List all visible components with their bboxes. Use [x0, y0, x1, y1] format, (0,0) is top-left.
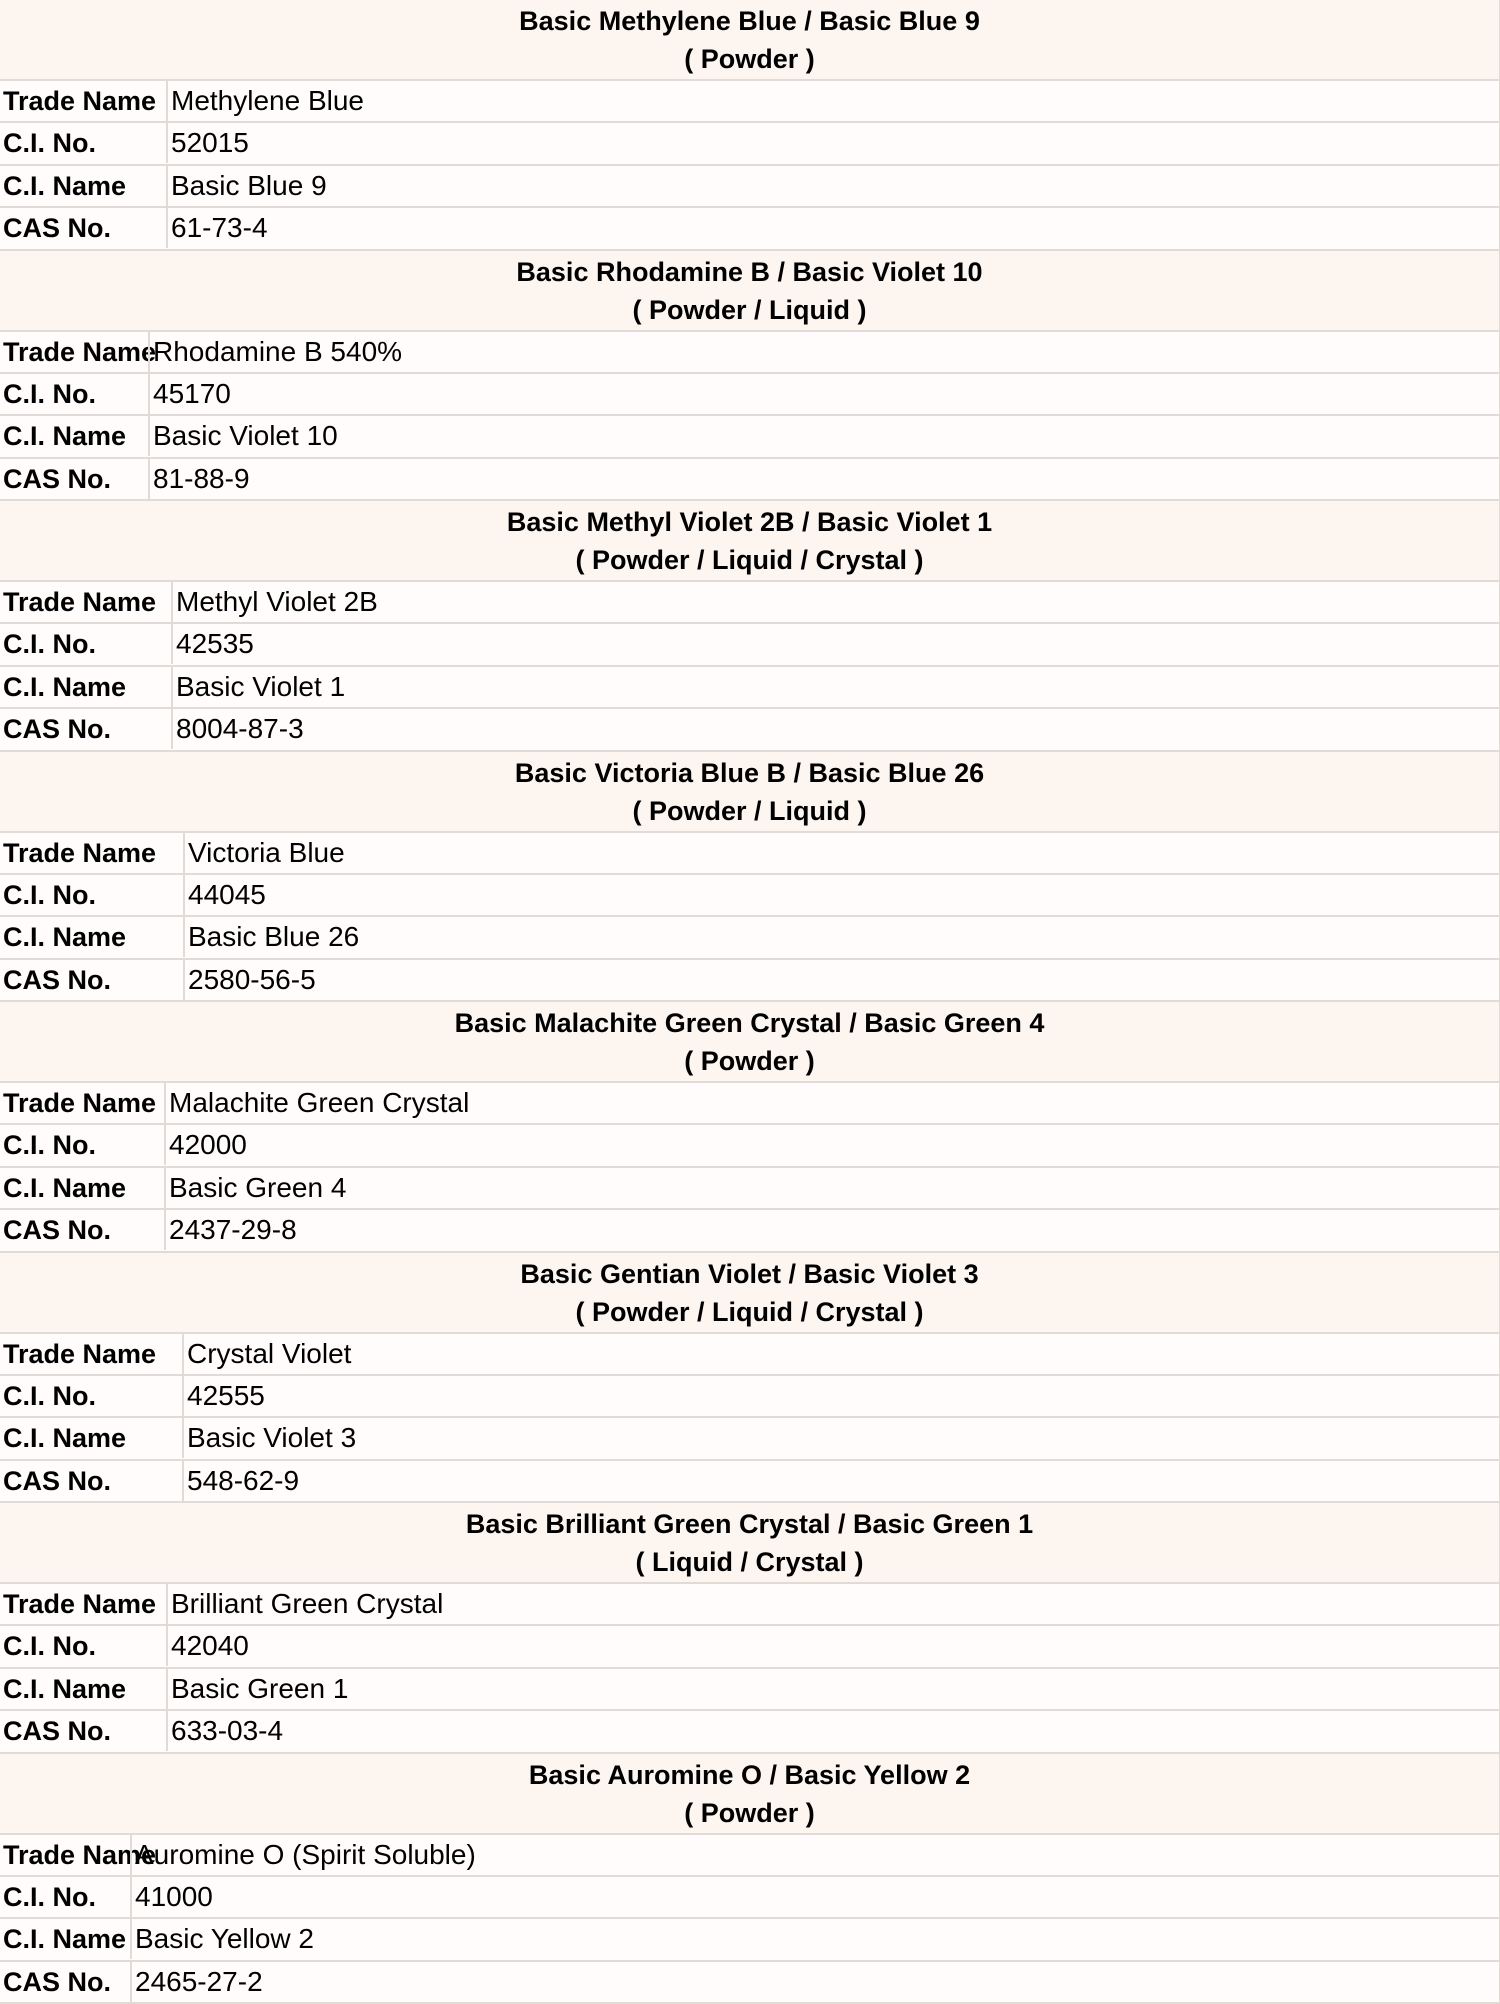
spec-label: C.I. No. — [3, 378, 96, 409]
spec-label: Trade Name — [3, 837, 157, 868]
spec-label: C.I. No. — [3, 1631, 96, 1662]
spec-value: 42555 — [182, 1376, 1499, 1416]
spec-label: CAS No. — [3, 1215, 111, 1246]
product-form: ( Powder ) — [684, 1797, 815, 1828]
product-header — [0, 752, 1499, 833]
spec-value: 2437-29-8 — [164, 1210, 1499, 1250]
spec-value: 61-73-4 — [166, 208, 1499, 248]
spec-label: C.I. Name — [3, 170, 127, 201]
spec-row-trade-name — [0, 833, 1499, 875]
spec-label: CAS No. — [3, 1716, 111, 1747]
spec-value: 41000 — [130, 1877, 1499, 1917]
product-form: ( Liquid / Crystal ) — [635, 1547, 864, 1577]
product-title: Basic Gentian Violet / Basic Violet 3 — [520, 1258, 979, 1289]
spec-value: 8004-87-3 — [171, 709, 1499, 749]
spec-row-ci-name — [0, 917, 1499, 959]
spec-row-cas-no — [0, 1962, 1499, 2004]
spec-value: Basic Blue 9 — [166, 166, 1499, 206]
spec-label: C.I. No. — [3, 879, 96, 910]
spec-label: C.I. Name — [3, 1673, 127, 1704]
product-header — [0, 1503, 1499, 1584]
spec-label: Trade Name — [3, 86, 157, 116]
spec-row-cas-no — [0, 459, 1499, 501]
spec-value: 633-03-4 — [166, 1711, 1499, 1751]
spec-row-ci-no — [0, 624, 1499, 666]
spec-value: 2465-27-2 — [130, 1962, 1499, 2002]
spec-value: Malachite Green Crystal — [164, 1083, 1499, 1123]
product-section — [0, 1503, 1500, 1754]
spec-label: CAS No. — [3, 714, 111, 745]
product-title: Basic Rhodamine B / Basic Violet 10 — [516, 256, 983, 287]
product-form: ( Powder / Liquid ) — [632, 795, 867, 826]
spec-label: Trade Name — [3, 1839, 157, 1870]
spec-row-cas-no — [0, 1461, 1499, 1503]
spec-row-trade-name — [0, 1083, 1499, 1125]
spec-row-trade-name — [0, 1334, 1499, 1376]
product-header — [0, 1002, 1499, 1083]
product-title: Basic Methyl Violet 2B / Basic Violet 1 — [506, 507, 993, 537]
spec-row-trade-name — [0, 1835, 1499, 1877]
spec-value: 44045 — [183, 875, 1499, 915]
spec-row-cas-no — [0, 960, 1499, 1002]
product-header — [0, 251, 1499, 332]
product-title: Basic Methylene Blue / Basic Blue 9 — [519, 6, 980, 36]
spec-label: C.I. No. — [3, 128, 96, 159]
spec-row-ci-no — [0, 1125, 1499, 1167]
spec-value: Crystal Violet — [182, 1334, 1499, 1374]
spec-value: Methyl Violet 2B — [171, 582, 1499, 622]
spec-value: Basic Violet 3 — [182, 1418, 1499, 1458]
spec-value: 42000 — [164, 1125, 1499, 1165]
spec-row-cas-no — [0, 709, 1499, 751]
spec-row-cas-no — [0, 1210, 1499, 1252]
spec-label: C.I. Name — [3, 1172, 127, 1203]
product-section — [0, 1253, 1500, 1504]
spec-label: C.I. Name — [3, 1924, 127, 1955]
product-section — [0, 251, 1500, 502]
spec-row-ci-no — [0, 1376, 1499, 1418]
spec-label: CAS No. — [3, 1966, 111, 1997]
product-section — [0, 1002, 1500, 1253]
spec-value: Basic Blue 26 — [183, 917, 1499, 957]
product-form: ( Powder / Liquid / Crystal ) — [575, 1296, 924, 1327]
spec-value: Basic Violet 1 — [171, 667, 1499, 707]
spec-value: 42535 — [171, 624, 1499, 664]
spec-value: Basic Yellow 2 — [130, 1919, 1499, 1959]
spec-label: C.I. Name — [3, 1423, 127, 1454]
spec-value: Auromine O (Spirit Soluble) — [130, 1835, 1499, 1875]
spec-label: C.I. No. — [3, 1130, 96, 1161]
spec-label: CAS No. — [3, 1465, 111, 1496]
spec-row-ci-no — [0, 1626, 1499, 1668]
spec-label: Trade Name — [3, 587, 157, 617]
spec-value: Victoria Blue — [183, 833, 1499, 873]
spec-row-ci-no — [0, 374, 1499, 416]
spec-label: Trade Name — [3, 1589, 157, 1619]
spec-value: Basic Green 4 — [164, 1168, 1499, 1208]
product-section — [0, 0, 1500, 251]
spec-label: C.I. Name — [3, 922, 127, 953]
product-form: ( Powder ) — [684, 44, 815, 74]
spec-value: Basic Violet 10 — [148, 416, 1499, 456]
spec-value: 81-88-9 — [148, 459, 1499, 499]
spec-row-ci-name — [0, 667, 1499, 709]
spec-row-trade-name — [0, 81, 1499, 123]
spec-row-cas-no — [0, 1711, 1499, 1753]
spec-value: Methylene Blue — [166, 81, 1499, 121]
spec-row-ci-name — [0, 1919, 1499, 1961]
product-section — [0, 1754, 1500, 2004]
product-title: Basic Brilliant Green Crystal / Basic Green 1 — [465, 1509, 1034, 1539]
spec-row-cas-no — [0, 208, 1499, 250]
spec-label: Trade Name — [3, 336, 157, 367]
product-form: ( Powder / Liquid / Crystal ) — [575, 545, 924, 575]
product-header — [0, 1253, 1499, 1334]
product-section — [0, 752, 1500, 1003]
product-title: Basic Victoria Blue B / Basic Blue 26 — [514, 757, 985, 788]
spec-value: 52015 — [166, 123, 1499, 163]
spec-value: 42040 — [166, 1626, 1499, 1666]
spec-label: C.I. No. — [3, 629, 96, 660]
spec-value: Brilliant Green Crystal — [166, 1584, 1499, 1624]
spec-row-ci-no — [0, 1877, 1499, 1919]
spec-label: Trade Name — [3, 1338, 157, 1369]
spec-value: 45170 — [148, 374, 1499, 414]
product-header — [0, 1754, 1499, 1835]
spec-label: CAS No. — [3, 463, 111, 494]
spec-row-ci-name — [0, 416, 1499, 458]
product-header — [0, 0, 1499, 81]
product-form: ( Powder / Liquid ) — [632, 294, 867, 325]
spec-label: CAS No. — [3, 964, 111, 995]
spec-row-ci-name — [0, 1669, 1499, 1711]
spec-row-trade-name — [0, 582, 1499, 624]
spec-label: C.I. No. — [3, 1380, 96, 1411]
spec-value: 2580-56-5 — [183, 960, 1499, 1000]
spec-label: C.I. Name — [3, 671, 127, 702]
product-title: Basic Auromine O / Basic Yellow 2 — [528, 1759, 971, 1790]
spec-value: Basic Green 1 — [166, 1669, 1499, 1709]
product-section — [0, 501, 1500, 752]
spec-row-ci-name — [0, 166, 1499, 208]
spec-row-trade-name — [0, 332, 1499, 374]
product-title: Basic Malachite Green Crystal / Basic Green 4 — [454, 1008, 1045, 1038]
spec-row-ci-name — [0, 1168, 1499, 1210]
spec-row-ci-no — [0, 123, 1499, 165]
spec-row-ci-name — [0, 1418, 1499, 1460]
spec-value: 548-62-9 — [182, 1461, 1499, 1501]
spec-row-trade-name — [0, 1584, 1499, 1626]
spec-label: C.I. No. — [3, 1881, 96, 1912]
product-header — [0, 501, 1499, 582]
spec-label: CAS No. — [3, 213, 111, 244]
spec-value: Rhodamine B 540% — [148, 332, 1499, 372]
spec-row-ci-no — [0, 875, 1499, 917]
spec-label: C.I. Name — [3, 421, 127, 452]
spec-label: Trade Name — [3, 1088, 157, 1118]
product-form: ( Powder ) — [684, 1046, 815, 1076]
